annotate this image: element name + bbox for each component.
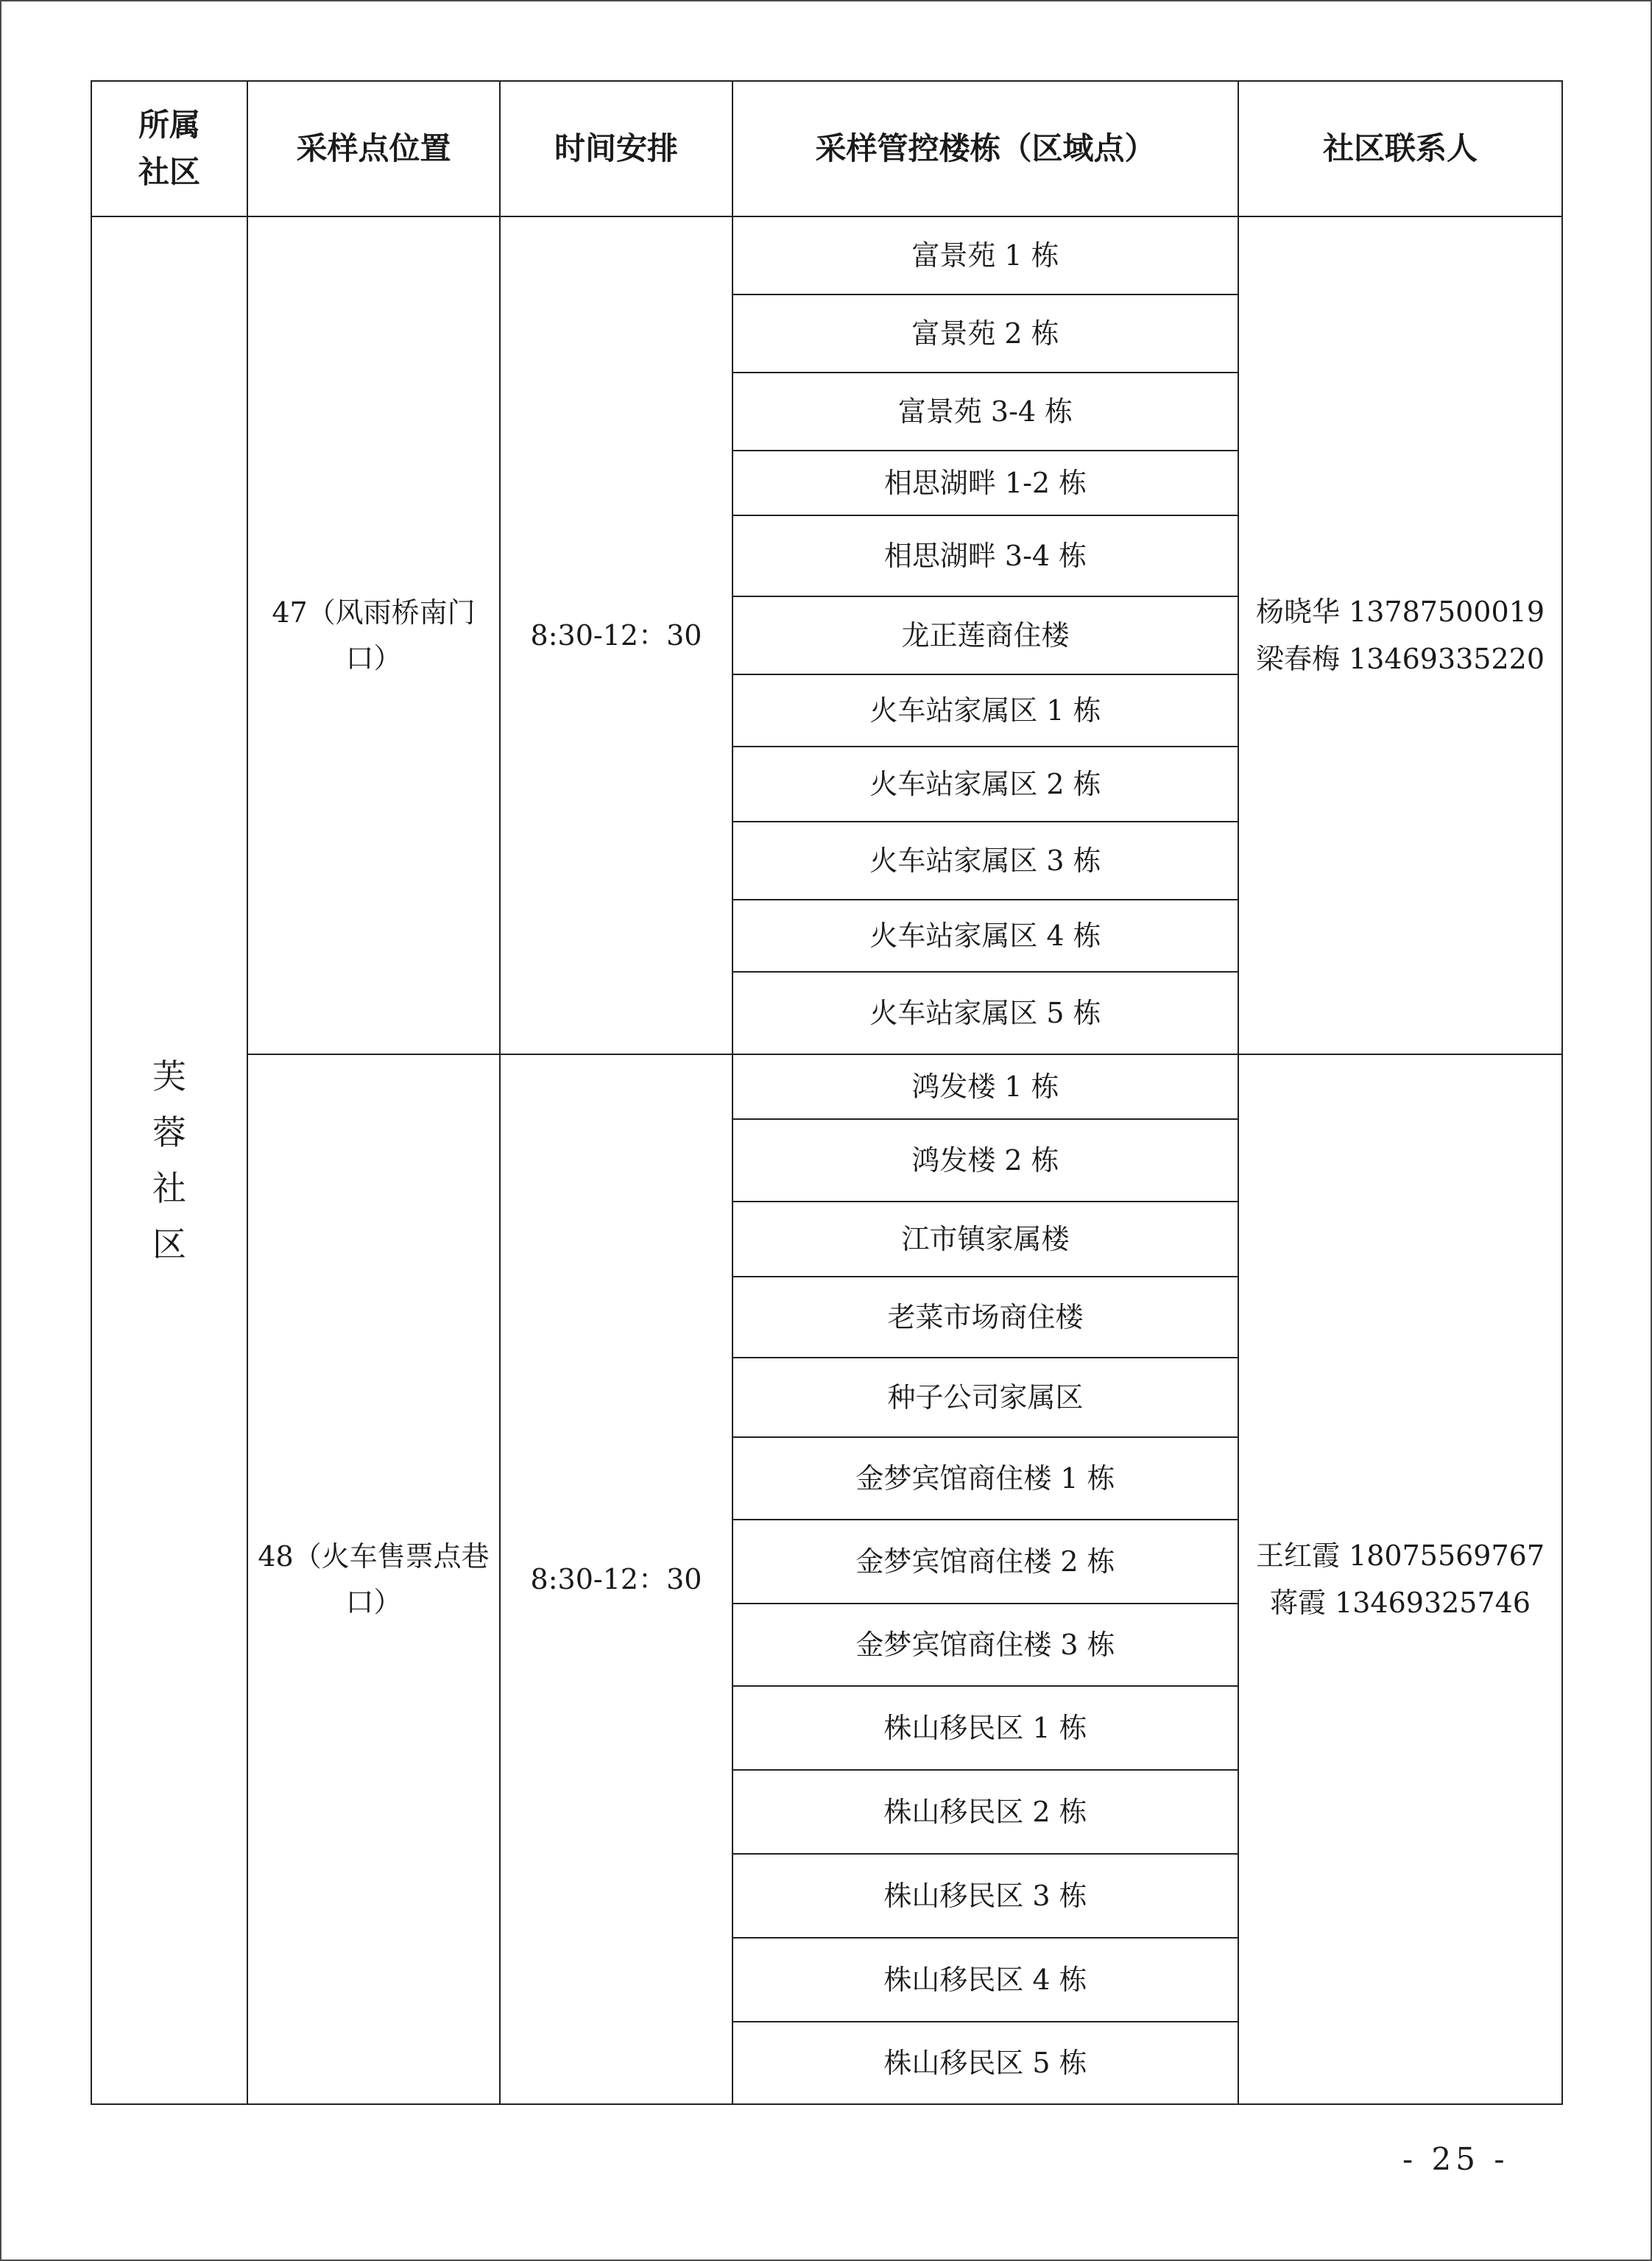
site-cell (247, 1054, 500, 2104)
building-cell: 火车站家属区 3 栋 (733, 822, 1238, 900)
table-row (91, 216, 1562, 294)
building-cell: 株山移民区 3 栋 (733, 1854, 1238, 1938)
building-cell: 种子公司家属区 (733, 1358, 1238, 1437)
building-cell: 相思湖畔 1-2 栋 (733, 451, 1238, 515)
building-cell: 龙正莲商住楼 (733, 596, 1238, 674)
header-buildings: 采样管控楼栋（区域点） (733, 81, 1238, 216)
site-cell (247, 216, 500, 1054)
sampling-schedule-table (91, 80, 1563, 2105)
page-number: - 25 - (1402, 2141, 1509, 2177)
header-site: 采样点位置 (247, 81, 500, 216)
time-cell: 8:30-12：30 (500, 216, 733, 1054)
building-cell: 金梦宾馆商住楼 3 栋 (733, 1604, 1238, 1686)
building-cell: 株山移民区 4 栋 (733, 1938, 1238, 2022)
building-cell: 江市镇家属楼 (733, 1202, 1238, 1277)
header-row (91, 81, 1562, 216)
header-community-line1: 所属 (138, 107, 200, 143)
table-row (91, 1054, 1562, 1119)
community-name: 芙蓉社区 (152, 1057, 186, 1264)
building-cell: 相思湖畔 3-4 栋 (733, 515, 1238, 596)
header-time: 时间安排 (500, 81, 733, 216)
site-location: 47（风雨桥南门口） (272, 596, 476, 674)
building-cell: 富景苑 3-4 栋 (733, 373, 1238, 451)
building-cell: 富景苑 2 栋 (733, 294, 1238, 373)
building-cell: 富景苑 1 栋 (733, 216, 1238, 294)
building-cell: 株山移民区 2 栋 (733, 1770, 1238, 1854)
contact-entry: 王红霞 18075569767 (1255, 1539, 1545, 1572)
building-cell: 火车站家属区 1 栋 (733, 674, 1238, 747)
contact-entry: 梁春梅 13469335220 (1255, 643, 1545, 675)
contact-entry: 杨晓华 13787500019 (1255, 596, 1545, 628)
site-location: 48（火车售票点巷口） (258, 1539, 490, 1618)
building-cell: 鸿发楼 2 栋 (733, 1119, 1238, 1202)
building-cell: 老菜市场商住楼 (733, 1277, 1238, 1358)
contact-cell (1238, 1054, 1562, 2104)
community-cell (91, 216, 247, 2104)
header-community-line2: 社区 (138, 154, 200, 190)
time-cell: 8:30-12：30 (500, 1054, 733, 2104)
building-cell: 株山移民区 5 栋 (733, 2022, 1238, 2104)
building-cell: 鸿发楼 1 栋 (733, 1054, 1238, 1119)
building-cell: 金梦宾馆商住楼 2 栋 (733, 1520, 1238, 1604)
building-cell: 火车站家属区 2 栋 (733, 747, 1238, 822)
building-cell: 火车站家属区 5 栋 (733, 972, 1238, 1054)
building-cell: 株山移民区 1 栋 (733, 1686, 1238, 1770)
building-cell: 火车站家属区 4 栋 (733, 900, 1238, 972)
contact-entry: 蒋霞 13469325746 (1269, 1587, 1531, 1619)
building-cell: 金梦宾馆商住楼 1 栋 (733, 1437, 1238, 1520)
header-community (91, 81, 247, 216)
header-contact: 社区联系人 (1238, 81, 1562, 216)
contact-cell (1238, 216, 1562, 1054)
